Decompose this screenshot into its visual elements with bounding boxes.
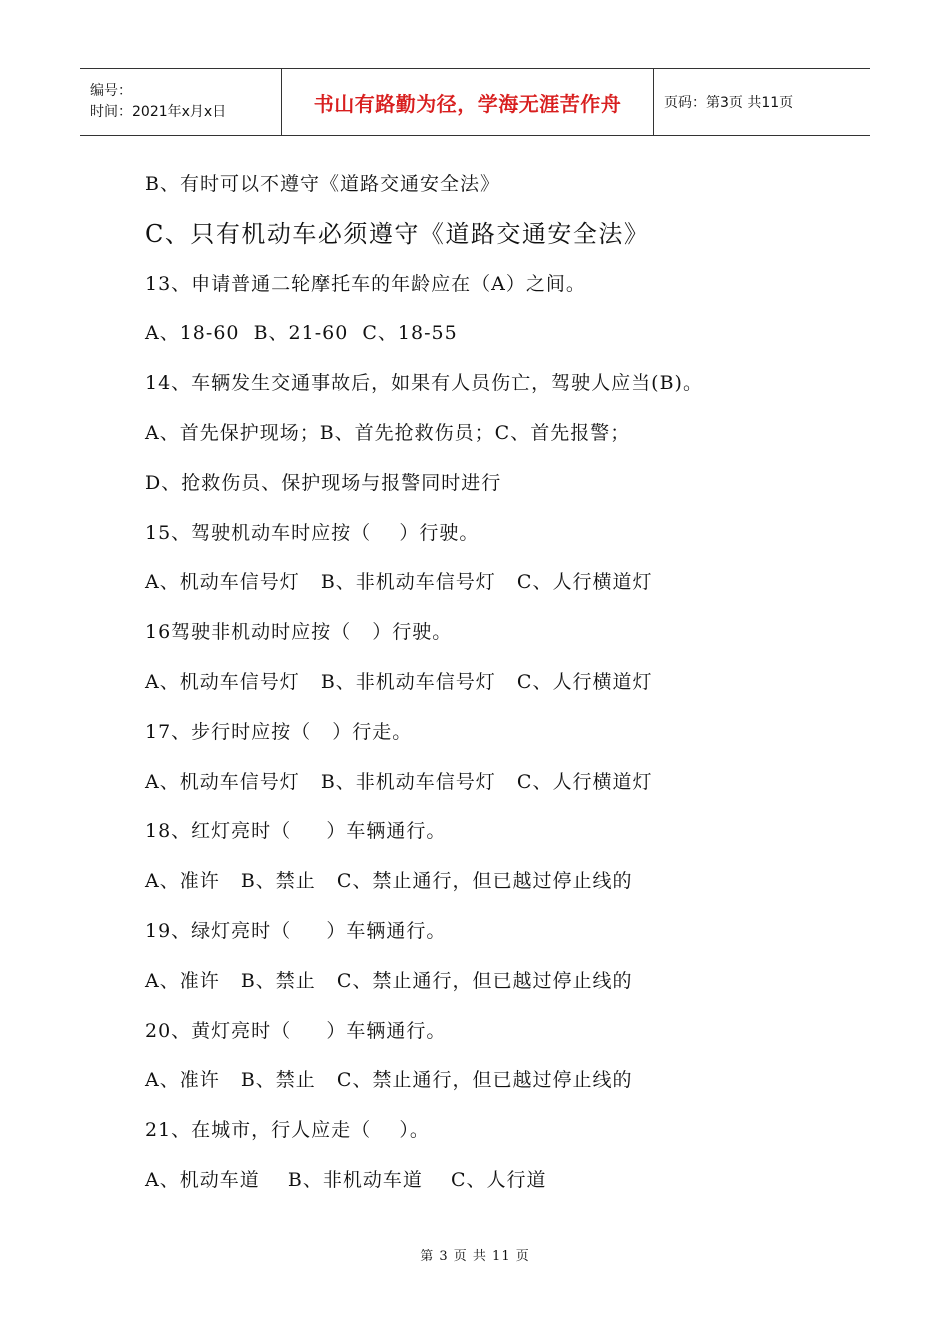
options-line: A、准许 B、禁止 C、禁止通行，但已越过停止线的 [145, 870, 633, 893]
question-line: 20、黄灯亮时（ ）车辆通行。 [145, 1019, 447, 1042]
options-line: A、18-60 B、21-60 C、18-55 [145, 322, 458, 345]
question-line: 17、步行时应按（ ）行走。 [145, 720, 413, 743]
document-number-label: 编号： [90, 83, 132, 99]
options-line: A、首先保护现场；B、首先抢救伤员；C、首先报警； [145, 421, 631, 444]
options-line: A、准许 B、禁止 C、禁止通行，但已越过停止线的 [145, 1069, 633, 1092]
question-line: 19、绿灯亮时（ ）车辆通行。 [145, 919, 447, 942]
page-footer: 第 3 页 共 11 页 [420, 1249, 530, 1264]
question-line: 16驾驶非机动时应按（ ）行驶。 [145, 621, 453, 644]
header-meta [80, 69, 282, 135]
header-page-number: 页码：第3页 共11页 [664, 95, 794, 111]
options-line: A、机动车信号灯 B、非机动车信号灯 C、人行横道灯 [145, 670, 653, 693]
text-line: C、只有机动车必须遵守《道路交通安全法》 [145, 219, 650, 248]
question-line: 14、车辆发生交通事故后，如果有人员伤亡，驾驶人应当(B)。 [145, 372, 703, 395]
options-line: D、抢救伤员、保护现场与报警同时进行 [145, 471, 502, 494]
options-line: A、机动车信号灯 B、非机动车信号灯 C、人行横道灯 [145, 571, 653, 594]
document-body [145, 160, 845, 1206]
document-time-label: 时间：2021年x月x日 [90, 104, 227, 120]
question-line: 13、申请普通二轮摩托车的年龄应在（A）之间。 [145, 272, 586, 295]
options-line: A、机动车道 B、非机动车道 C、人行道 [145, 1168, 547, 1191]
header-motto-cell [282, 69, 654, 135]
text-line: B、有时可以不遵守《道路交通安全法》 [145, 173, 500, 195]
options-line: A、机动车信号灯 B、非机动车信号灯 C、人行横道灯 [145, 770, 653, 793]
page-header [80, 68, 870, 136]
options-line: A、准许 B、禁止 C、禁止通行，但已越过停止线的 [145, 969, 633, 992]
header-page-cell [654, 69, 870, 135]
question-line: 21、在城市，行人应走（ ）。 [145, 1119, 430, 1142]
question-line: 15、驾驶机动车时应按（ ）行驶。 [145, 521, 480, 544]
question-line: 18、红灯亮时（ ）车辆通行。 [145, 820, 447, 843]
header-motto: 书山有路勤为径，学海无涯苦作舟 [313, 91, 622, 116]
